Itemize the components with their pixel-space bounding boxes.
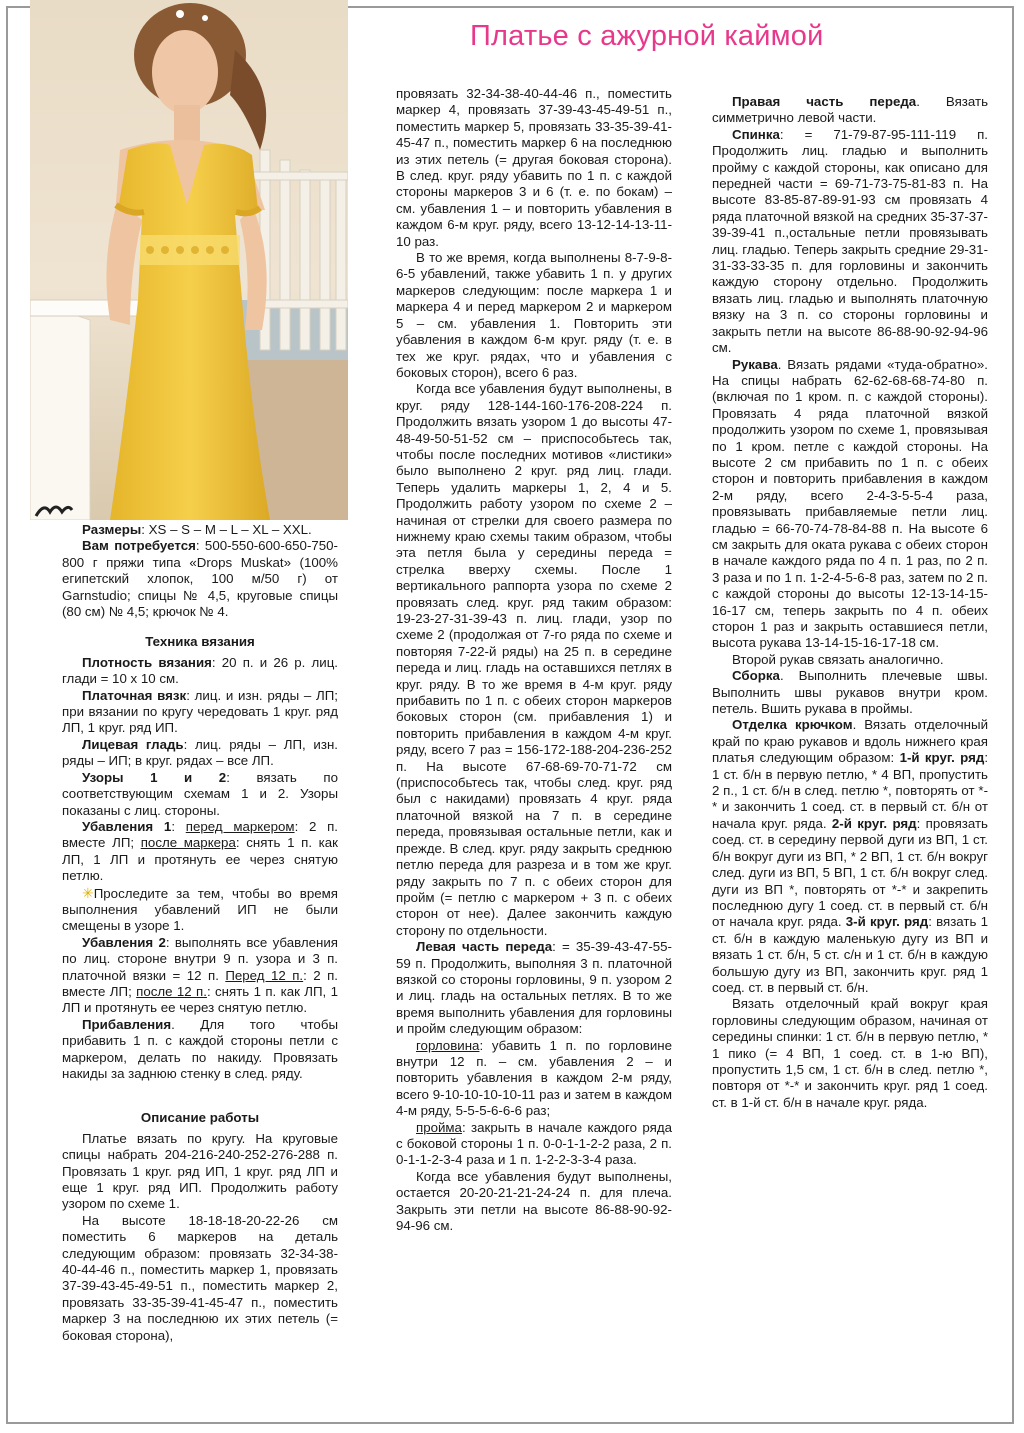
decrease-2-paragraph: Убавления 2: выполнять все убавления по лиц. стороне внутри 9 п. узора и 3 п. платочной вязки = 12 п. Перед 12 п.: 2 п. вместе ЛП; после 12 п.: снять 1 п. как ЛП, 1 ЛП и протянуть ее через снятую петлю.: [62, 934, 338, 1016]
star-note-icon: ✳: [82, 884, 94, 901]
drops-logo-icon: [34, 500, 74, 520]
second-sleeve-paragraph: Второй рукав связать аналогично.: [732, 651, 944, 667]
stockinette-paragraph: Лицевая гладь: лиц. ряды – ЛП, изн. ряды – ИП; в круг. рядах – все ЛП.: [62, 736, 338, 769]
patterns-paragraph: Узоры 1 и 2: вязать по соответствующим схемам 1 и 2. Узоры показаны с лиц. стороны.: [62, 769, 338, 818]
decrease-1-paragraph: Убавления 1: перед маркером: 2 п. вместе ЛП; после маркера: снять 1 п. как ЛП, 1 ЛП и протянуть ее через снятую петлю.: [62, 818, 339, 884]
neckline-edging-paragraph: Вязать отделочный край вокруг края горловины следующим образом, начиная от середины спинки: 1 ст. б/н в первую петлю, * 1 пико (= 4 ВП, 1 соед. ст. в 1-ю ВП), пропустить 1,5 см, 1 ст. б/н в след. петлю *, повторя от *-* и закончить круг. ряд 1 соед. ст. в 1-й ст. б/н в начале круг. ряда.: [712, 996, 988, 1110]
increases-paragraph: Прибавления. Для того чтобы прибавить 1 п. с каждой стороны петли с маркером, делать по накиду. Провязать накиды за заднюю стенку в след. ряду.: [62, 1016, 338, 1081]
page-title: Платье с ажурной каймой: [470, 20, 824, 52]
note-paragraph: ✳Проследите за тем, чтобы во время выполнения убавлений ИП не были смещены в узоре 1.: [62, 884, 338, 934]
right-front-paragraph: Правая часть переда. Вязать симметрично левой части.: [712, 94, 989, 126]
assembly-paragraph: Сборка. Выполнить плечевые швы. Выполнить швы рукавов внутри кром. петель. Вшить рукава в проймы.: [712, 668, 988, 717]
sizes-paragraph: Размеры: XS – S – M – L – XL – XXL.: [82, 522, 312, 537]
materials-paragraph: Вам потребуется: 500-550-600-650-750-800 г пряжи типа «Drops Muskat» (100% египетский хлопок, 100 м/50 г) от Garnstudio; спицы № 4,5, круговые спицы (80 см) № 4,5; крючок № 4.: [62, 538, 338, 620]
model-photo: [30, 0, 348, 520]
col2-p3: Когда все убавления будут выполнены, в круг. ряду 128-144-160-176-208-224 п. Продолжить вязать узором 1 до высоты 47-48-49-50-51-52 см – приспособьтесь так, чтобы после последних мотивов «листики» было выполнено 2 круг. ряд лиц. глади. Теперь удалить маркеры 1, 2, 4 и 5. Продолжить работу узором по схеме 2 – начиная от стрелки для своего размера по нижнему краю схемы таким образом, чтобы эта петля была у середины переда = стрелка вверху схемы. После 1 вертикального раппорта узора по схеме 2 провязать след. круг. ряд таким образом: 19-23-27-31-39-43 п. лиц. глади, узор по схеме 2 (продолжая от 7-го ряда по схеме и повторяя 7-22-й ряды) на 25 п. в середине переда и лиц. гладь на оставшихся петлях в круг. ряду. В то же время в 4-м круг. ряду прибавить по 1 п. с обеих сторон маркеров боковых сторон (см. прибавления 1) и повторить прибавления в каждом 4-м круг. ряду, всего 7 раз = 156-172-188-204-236-252 п. На высоте 67-68-69-70-71-72 см (приспособьтесь так, чтобы след. круг. ряд был с накидами) провязать 4 круг. ряда платочной вязкой на 7 п. в середине переда, провязывая остальные петли, как и прежде. В след. круг. ряду закрыть среднюю петлю переда для разреза и в том же круг. ряду закрыть по 7 п. с обеих сторон для пройм (= петлю с маркером + 3 п. с обеих сторон от нее). Далее закончить каждую сторону по отдельности.: [396, 381, 672, 938]
col2-p2: В то же время, когда выполнены 8-7-9-8-6-5 убавлений, также убавить 1 п. у других маркеров следующим: после маркера 1 и маркера 4 и перед маркером 2 и маркером 5 – см. убавления 1. Повторить эти убавления в каждом 6-м круг. ряду (т. е. в тех же круг. рядах, что и убавления с боковых сторон), всего 6 раз.: [396, 250, 672, 380]
technique-heading: Техника вязания: [145, 634, 255, 650]
sleeves-paragraph: Рукава. Вязать рядами «туда-обратно». На спицы набрать 62-62-68-68-74-80 п. (включая по 1 кром. п. с каждой стороны). Провязать 4 ряда платочной вязкой продолжить узором по схеме 1, провязывая по 1 кром. петле с каждой стороны. На высоте 2 см прибавить по 1 п. с обеих сторон и повторить прибавления в каждом 2-м ряду, всего 2-4-3-5-5-4 раза, провязывать прибавляемые петли лиц. гладью = 66-70-74-78-84-88 п. На высоте 6 см закрыть для оката рукава с обеих сторон в начале каждого ряда по 4 п. 1 раз, по 2 п. 3 раза и по 1 п. 1-2-4-5-6-8 раз, затем по 2 п. с каждой стороны до высоты 12-13-14-15-16-17 см, теперь закрыть по 4 п. обеих сторон 1 раз и закрыть оставшиеся петли, высота рукава 13-14-15-16-17-18 см.: [712, 356, 988, 651]
description-p1: Платье вязать по кругу. На круговые спицы набрать 204-216-240-252-276-288 п. Провязать 1 круг. ряд ИП, 1 круг. ряд ЛП и еще 1 круг. ряд ИП. Продолжить работу узором по схеме 1.: [62, 1130, 338, 1212]
neckline-paragraph: горловина: убавить 1 п. по горловине внутри 12 п. – см. убавления 2 – и повторить убавления в каждом 2-м ряду, всего 9-10-10-10-10-11 раз и затем в каждом 4-м ряду, 5-5-5-6-6-6 раз;: [396, 1037, 672, 1119]
description-heading: Описание работы: [140, 1110, 260, 1126]
column-3: [712, 94, 988, 1111]
description-p2: На высоте 18-18-18-20-22-26 см поместить 6 маркеров на деталь следующим образом: провязать 32-34-38-40-44-46 п., поместить маркер 1, провязать 37-39-43-45-49-51 п., поместить маркер 2, провязать 33-35-39-41-45-47 п., поместить маркер 3 на последнюю их этих петель (= боковая сторона),: [62, 1212, 338, 1343]
left-front-paragraph: Левая часть переда: = 35-39-43-47-55-59 п. Продолжить, выполняя 3 п. платочной вязкой со стороны горловины, 9 п. узором 2 и лиц. гладь на остальных петлях. В то же время выполнить убавления для горловины и пройм следующим образом:: [396, 939, 672, 1037]
column-1: [62, 522, 338, 1344]
col2-p1: провязать 32-34-38-40-44-46 п., поместить маркер 4, провязать 37-39-43-45-49-51 п., поместить маркер 5, провязать 33-35-39-41-45-47 п., поместить маркер 6 на последнюю из этих петель (= другая боковая сторона). В след. круг. ряду убавить по 1 п. с каждой стороны маркеров 3 и 6 (т. е. по бокам) – см. убавления 1 – и повторить убавления в каждом 6-м круг. ряду, всего 13-12-14-13-11-10 раз.: [396, 86, 672, 249]
photo-illustration: [30, 0, 348, 520]
column-2: [396, 86, 672, 1234]
garter-paragraph: Платочная вязк: лиц. и изн. ряды – ЛП; при вязании по кругу чередовать 1 круг. ряд ЛП, 1 круг. ряд ИП.: [62, 687, 338, 736]
armhole-paragraph: пройма: закрыть в начале каждого ряда с боковой стороны 1 п. 0-0-1-1-2-2 раза, 2 п. 0-1-1-2-3-4 раза и 1 п. 1-2-2-3-3-4 раза.: [396, 1119, 672, 1168]
col2-p4: Когда все убавления будут выполнены, остается 20-20-21-21-24-24 п. для плеча. Закрыть эти петли на высоте 86-88-90-92-94-96 см.: [396, 1168, 672, 1234]
edging-paragraph: Отделка крючком. Вязать отделочный край по краю рукавов и вдоль нижнего края платья следующим образом: 1-й круг. ряд: 1 ст. б/н в первую петлю, * 4 ВП, пропустить 2 п., 1 ст. б/н в след. петлю *, повторять от *-* и закончить 1 соед. ст. в первый ст. б/н от начала круг. ряда. 2-й круг. ряд: провязать соед. ст. в середину первой дуги из ВП, 1 ст. б/н вокруг дуги из ВП, * 2 ВП, 1 ст. б/н вокруг след. дуги из ВП, 5 ВП, 1 ст. б/н вокруг след. дуги из ВП *, повторять от *-* и закрепить последнюю дугу 1 соед. ст. в первый ст. б/н от начала круг. ряда. 3-й круг. ряд: вязать 1 ст. б/н в каждую маленькую дугу из ВП и вязать 1 ст. б/н, 5 ст. с/н и 1 ст. б/н в каждую большую дугу из ВП, закончить круг. ряд 1 соед. ст. в первый ст. б/н.: [712, 717, 989, 995]
density-paragraph: Плотность вязания: 20 п. и 26 р. лиц. глади = 10 х 10 см.: [62, 654, 339, 687]
back-paragraph: Спинка: = 71-79-87-95-111-119 п. Продолжить лиц. гладью и выполнить пройму с каждой стороны, как описано для передней части = 69-71-73-75-81-83 п. На высоте 83-85-87-89-91-93 см провязать 4 ряда платочной вязкой на средних 35-37-37-39-39-41 п.,остальные петли провязывать лиц. гладью. Теперь закрыть средние 29-31-31-33-33-35 п. для горловины и закончить каждую сторону отдельно. Продолжить вязать лиц. гладью и выполнять платочную вязку на 3 п. со стороны горловины и закрыть петли на высоте 86-88-90-92-94-96 см.: [712, 126, 988, 356]
